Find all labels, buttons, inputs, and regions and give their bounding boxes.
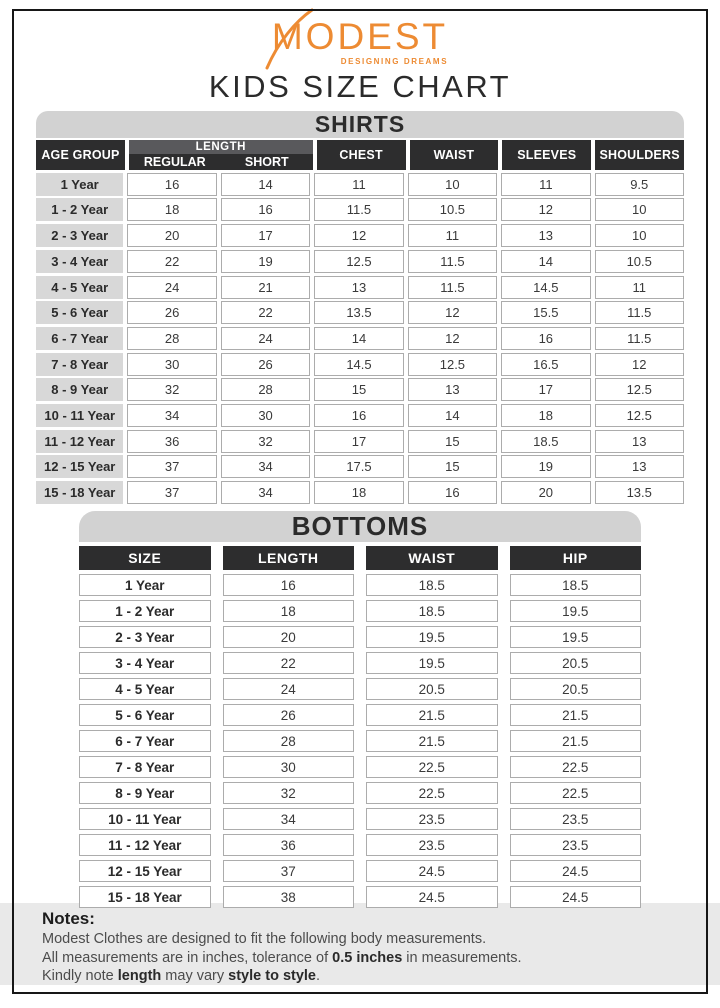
chest-cell: 18 xyxy=(314,481,403,504)
length-regular-cell: 37 xyxy=(127,455,216,478)
bottoms-table-row xyxy=(79,782,641,804)
size-cell: 10 - 11 Year xyxy=(79,808,211,830)
age-group-cell: 4 - 5 Year xyxy=(36,276,123,299)
size-cell: 4 - 5 Year xyxy=(79,678,211,700)
hip-cell: 20.5 xyxy=(510,652,642,674)
waist-cell: 18.5 xyxy=(366,600,498,622)
shirts-length-subheaders xyxy=(129,154,313,170)
shirts-table-row xyxy=(36,198,684,221)
shirts-table-row xyxy=(36,173,684,196)
brand-name: MODEST xyxy=(271,16,449,57)
bottoms-table-row xyxy=(79,626,641,648)
size-cell: 8 - 9 Year xyxy=(79,782,211,804)
age-group-cell: 2 - 3 Year xyxy=(36,224,123,247)
waist-cell: 16 xyxy=(408,481,497,504)
length-regular-cell: 26 xyxy=(127,301,216,324)
bottoms-table-row xyxy=(79,678,641,700)
length-regular-cell: 37 xyxy=(127,481,216,504)
notes-line-2: All measurements are in inches, tolerance of 0.5 inches in measurements. xyxy=(42,949,522,966)
length-short-cell: 28 xyxy=(221,378,310,401)
hip-cell: 18.5 xyxy=(510,574,642,596)
age-group-cell: 11 - 12 Year xyxy=(36,430,123,453)
bottoms-table-row xyxy=(79,860,641,882)
length-regular-cell: 20 xyxy=(127,224,216,247)
age-group-cell: 1 - 2 Year xyxy=(36,198,123,221)
shirts-table-row xyxy=(36,378,684,401)
waist-cell: 10.5 xyxy=(408,198,497,221)
length-cell: 16 xyxy=(223,574,355,596)
length-cell: 32 xyxy=(223,782,355,804)
waist-cell: 19.5 xyxy=(366,626,498,648)
bottoms-table-body xyxy=(79,574,641,908)
age-group-cell: 10 - 11 Year xyxy=(36,404,123,427)
sleeves-cell: 19 xyxy=(501,455,590,478)
chest-cell: 14 xyxy=(314,327,403,350)
length-short-cell: 19 xyxy=(221,250,310,273)
sleeves-cell: 20 xyxy=(501,481,590,504)
hip-cell: 23.5 xyxy=(510,834,642,856)
chest-cell: 12 xyxy=(314,224,403,247)
waist-cell: 12 xyxy=(408,301,497,324)
shirts-col-shoulders: SHOULDERS xyxy=(595,140,684,170)
waist-cell: 24.5 xyxy=(366,886,498,908)
shirts-col-chest: CHEST xyxy=(317,140,406,170)
size-cell: 2 - 3 Year xyxy=(79,626,211,648)
bottoms-section xyxy=(79,511,641,908)
hip-cell: 20.5 xyxy=(510,678,642,700)
waist-cell: 21.5 xyxy=(366,730,498,752)
length-cell: 28 xyxy=(223,730,355,752)
sleeves-cell: 16.5 xyxy=(501,353,590,376)
notes-section xyxy=(0,903,720,985)
length-short-cell: 24 xyxy=(221,327,310,350)
age-group-cell: 8 - 9 Year xyxy=(36,378,123,401)
waist-cell: 22.5 xyxy=(366,782,498,804)
waist-cell: 21.5 xyxy=(366,704,498,726)
age-group-cell: 3 - 4 Year xyxy=(36,250,123,273)
shirts-table-row xyxy=(36,224,684,247)
size-cell: 7 - 8 Year xyxy=(79,756,211,778)
size-cell: 11 - 12 Year xyxy=(79,834,211,856)
shirts-table-row xyxy=(36,455,684,478)
shirts-table-row xyxy=(36,430,684,453)
bottoms-col-size: SIZE xyxy=(79,546,211,570)
length-regular-cell: 34 xyxy=(127,404,216,427)
length-cell: 22 xyxy=(223,652,355,674)
length-short-cell: 17 xyxy=(221,224,310,247)
age-group-cell: 6 - 7 Year xyxy=(36,327,123,350)
hip-cell: 19.5 xyxy=(510,626,642,648)
shirts-col-length: LENGTH xyxy=(129,140,313,154)
shoulders-cell: 10 xyxy=(595,198,684,221)
length-cell: 37 xyxy=(223,860,355,882)
bottoms-table-row xyxy=(79,886,641,908)
waist-cell: 22.5 xyxy=(366,756,498,778)
shirts-table-row xyxy=(36,250,684,273)
length-short-cell: 30 xyxy=(221,404,310,427)
size-cell: 3 - 4 Year xyxy=(79,652,211,674)
bottoms-table-row xyxy=(79,600,641,622)
logo-slash-icon xyxy=(262,8,314,70)
size-cell: 15 - 18 Year xyxy=(79,886,211,908)
length-cell: 34 xyxy=(223,808,355,830)
chest-cell: 13 xyxy=(314,276,403,299)
shirts-title-bar: SHIRTS xyxy=(36,111,684,138)
length-cell: 24 xyxy=(223,678,355,700)
hip-cell: 24.5 xyxy=(510,860,642,882)
chest-cell: 15 xyxy=(314,378,403,401)
shoulders-cell: 12.5 xyxy=(595,378,684,401)
bottoms-table-row xyxy=(79,756,641,778)
sleeves-cell: 15.5 xyxy=(501,301,590,324)
sleeves-cell: 18 xyxy=(501,404,590,427)
waist-cell: 13 xyxy=(408,378,497,401)
shoulders-cell: 9.5 xyxy=(595,173,684,196)
length-cell: 36 xyxy=(223,834,355,856)
waist-cell: 20.5 xyxy=(366,678,498,700)
bottoms-col-length: LENGTH xyxy=(223,546,355,570)
chest-cell: 14.5 xyxy=(314,353,403,376)
shirts-col-waist: WAIST xyxy=(410,140,499,170)
shoulders-cell: 10.5 xyxy=(595,250,684,273)
waist-cell: 19.5 xyxy=(366,652,498,674)
hip-cell: 22.5 xyxy=(510,782,642,804)
waist-cell: 14 xyxy=(408,404,497,427)
length-regular-cell: 36 xyxy=(127,430,216,453)
waist-cell: 11.5 xyxy=(408,276,497,299)
shoulders-cell: 13 xyxy=(595,455,684,478)
waist-cell: 12.5 xyxy=(408,353,497,376)
length-cell: 18 xyxy=(223,600,355,622)
bottoms-header-row xyxy=(79,546,641,570)
waist-cell: 23.5 xyxy=(366,834,498,856)
shoulders-cell: 12 xyxy=(595,353,684,376)
bottoms-col-hip: HIP xyxy=(510,546,642,570)
waist-cell: 18.5 xyxy=(366,574,498,596)
length-regular-cell: 22 xyxy=(127,250,216,273)
length-regular-cell: 24 xyxy=(127,276,216,299)
shirts-table-row xyxy=(36,276,684,299)
chest-cell: 11 xyxy=(314,173,403,196)
chest-cell: 12.5 xyxy=(314,250,403,273)
age-group-cell: 5 - 6 Year xyxy=(36,301,123,324)
shoulders-cell: 11.5 xyxy=(595,301,684,324)
shoulders-cell: 13 xyxy=(595,430,684,453)
bottoms-table-row xyxy=(79,808,641,830)
length-short-cell: 21 xyxy=(221,276,310,299)
bottoms-table-row xyxy=(79,730,641,752)
shirts-col-regular: REGULAR xyxy=(143,155,206,170)
waist-cell: 10 xyxy=(408,173,497,196)
notes-title: Notes: xyxy=(42,909,95,928)
shoulders-cell: 10 xyxy=(595,224,684,247)
shirts-table-body xyxy=(36,173,684,504)
length-short-cell: 34 xyxy=(221,455,310,478)
notes-line-3: Kindly note length may vary style to style. xyxy=(42,968,321,984)
size-cell: 6 - 7 Year xyxy=(79,730,211,752)
sleeves-cell: 12 xyxy=(501,198,590,221)
age-group-cell: 15 - 18 Year xyxy=(36,481,123,504)
waist-cell: 15 xyxy=(408,430,497,453)
sleeves-cell: 18.5 xyxy=(501,430,590,453)
length-regular-cell: 32 xyxy=(127,378,216,401)
shirts-col-length-group xyxy=(129,140,313,170)
waist-cell: 15 xyxy=(408,455,497,478)
shirts-section xyxy=(36,111,684,504)
length-regular-cell: 18 xyxy=(127,198,216,221)
shirts-header-row xyxy=(36,140,684,170)
waist-cell: 11.5 xyxy=(408,250,497,273)
length-cell: 30 xyxy=(223,756,355,778)
age-group-cell: 7 - 8 Year xyxy=(36,353,123,376)
shoulders-cell: 11 xyxy=(595,276,684,299)
sleeves-cell: 16 xyxy=(501,327,590,350)
shirts-table-row xyxy=(36,327,684,350)
sleeves-cell: 17 xyxy=(501,378,590,401)
length-short-cell: 22 xyxy=(221,301,310,324)
shoulders-cell: 12.5 xyxy=(595,404,684,427)
shirts-col-age-group: AGE GROUP xyxy=(36,140,125,170)
chest-cell: 11.5 xyxy=(314,198,403,221)
shoulders-cell: 11.5 xyxy=(595,327,684,350)
length-short-cell: 32 xyxy=(221,430,310,453)
size-cell: 1 - 2 Year xyxy=(79,600,211,622)
shirts-col-short: SHORT xyxy=(244,155,289,170)
shirts-table-row xyxy=(36,353,684,376)
shirts-table-row xyxy=(36,404,684,427)
shoulders-cell: 13.5 xyxy=(595,481,684,504)
waist-cell: 11 xyxy=(408,224,497,247)
page-title: KIDS SIZE CHART xyxy=(208,69,512,104)
chest-cell: 16 xyxy=(314,404,403,427)
length-short-cell: 16 xyxy=(221,198,310,221)
sleeves-cell: 11 xyxy=(501,173,590,196)
shirts-col-sleeves: SLEEVES xyxy=(502,140,591,170)
chest-cell: 17 xyxy=(314,430,403,453)
chest-cell: 17.5 xyxy=(314,455,403,478)
bottoms-col-waist: WAIST xyxy=(366,546,498,570)
size-cell: 12 - 15 Year xyxy=(79,860,211,882)
chest-cell: 13.5 xyxy=(314,301,403,324)
hip-cell: 24.5 xyxy=(510,886,642,908)
length-short-cell: 14 xyxy=(221,173,310,196)
waist-cell: 12 xyxy=(408,327,497,350)
length-regular-cell: 28 xyxy=(127,327,216,350)
length-regular-cell: 16 xyxy=(127,173,216,196)
waist-cell: 24.5 xyxy=(366,860,498,882)
length-cell: 26 xyxy=(223,704,355,726)
bottoms-title-bar: BOTTOMS xyxy=(79,511,641,542)
hip-cell: 21.5 xyxy=(510,704,642,726)
length-regular-cell: 30 xyxy=(127,353,216,376)
hip-cell: 23.5 xyxy=(510,808,642,830)
brand-logo xyxy=(272,18,448,66)
hip-cell: 19.5 xyxy=(510,600,642,622)
waist-cell: 23.5 xyxy=(366,808,498,830)
sleeves-cell: 13 xyxy=(501,224,590,247)
shirts-table-row xyxy=(36,481,684,504)
bottoms-table-row xyxy=(79,652,641,674)
length-cell: 20 xyxy=(223,626,355,648)
bottoms-table-row xyxy=(79,704,641,726)
size-cell: 1 Year xyxy=(79,574,211,596)
hip-cell: 21.5 xyxy=(510,730,642,752)
length-cell: 38 xyxy=(223,886,355,908)
notes-line-1: Modest Clothes are designed to fit the following body measurements. xyxy=(42,931,487,947)
length-short-cell: 26 xyxy=(221,353,310,376)
bottoms-table-row xyxy=(79,834,641,856)
sleeves-cell: 14.5 xyxy=(501,276,590,299)
brand-tagline: DESIGNING DREAMS xyxy=(340,57,449,66)
length-short-cell: 34 xyxy=(221,481,310,504)
age-group-cell: 1 Year xyxy=(36,173,123,196)
sleeves-cell: 14 xyxy=(501,250,590,273)
shirts-table-row xyxy=(36,301,684,324)
size-cell: 5 - 6 Year xyxy=(79,704,211,726)
bottoms-table-row xyxy=(79,574,641,596)
hip-cell: 22.5 xyxy=(510,756,642,778)
age-group-cell: 12 - 15 Year xyxy=(36,455,123,478)
